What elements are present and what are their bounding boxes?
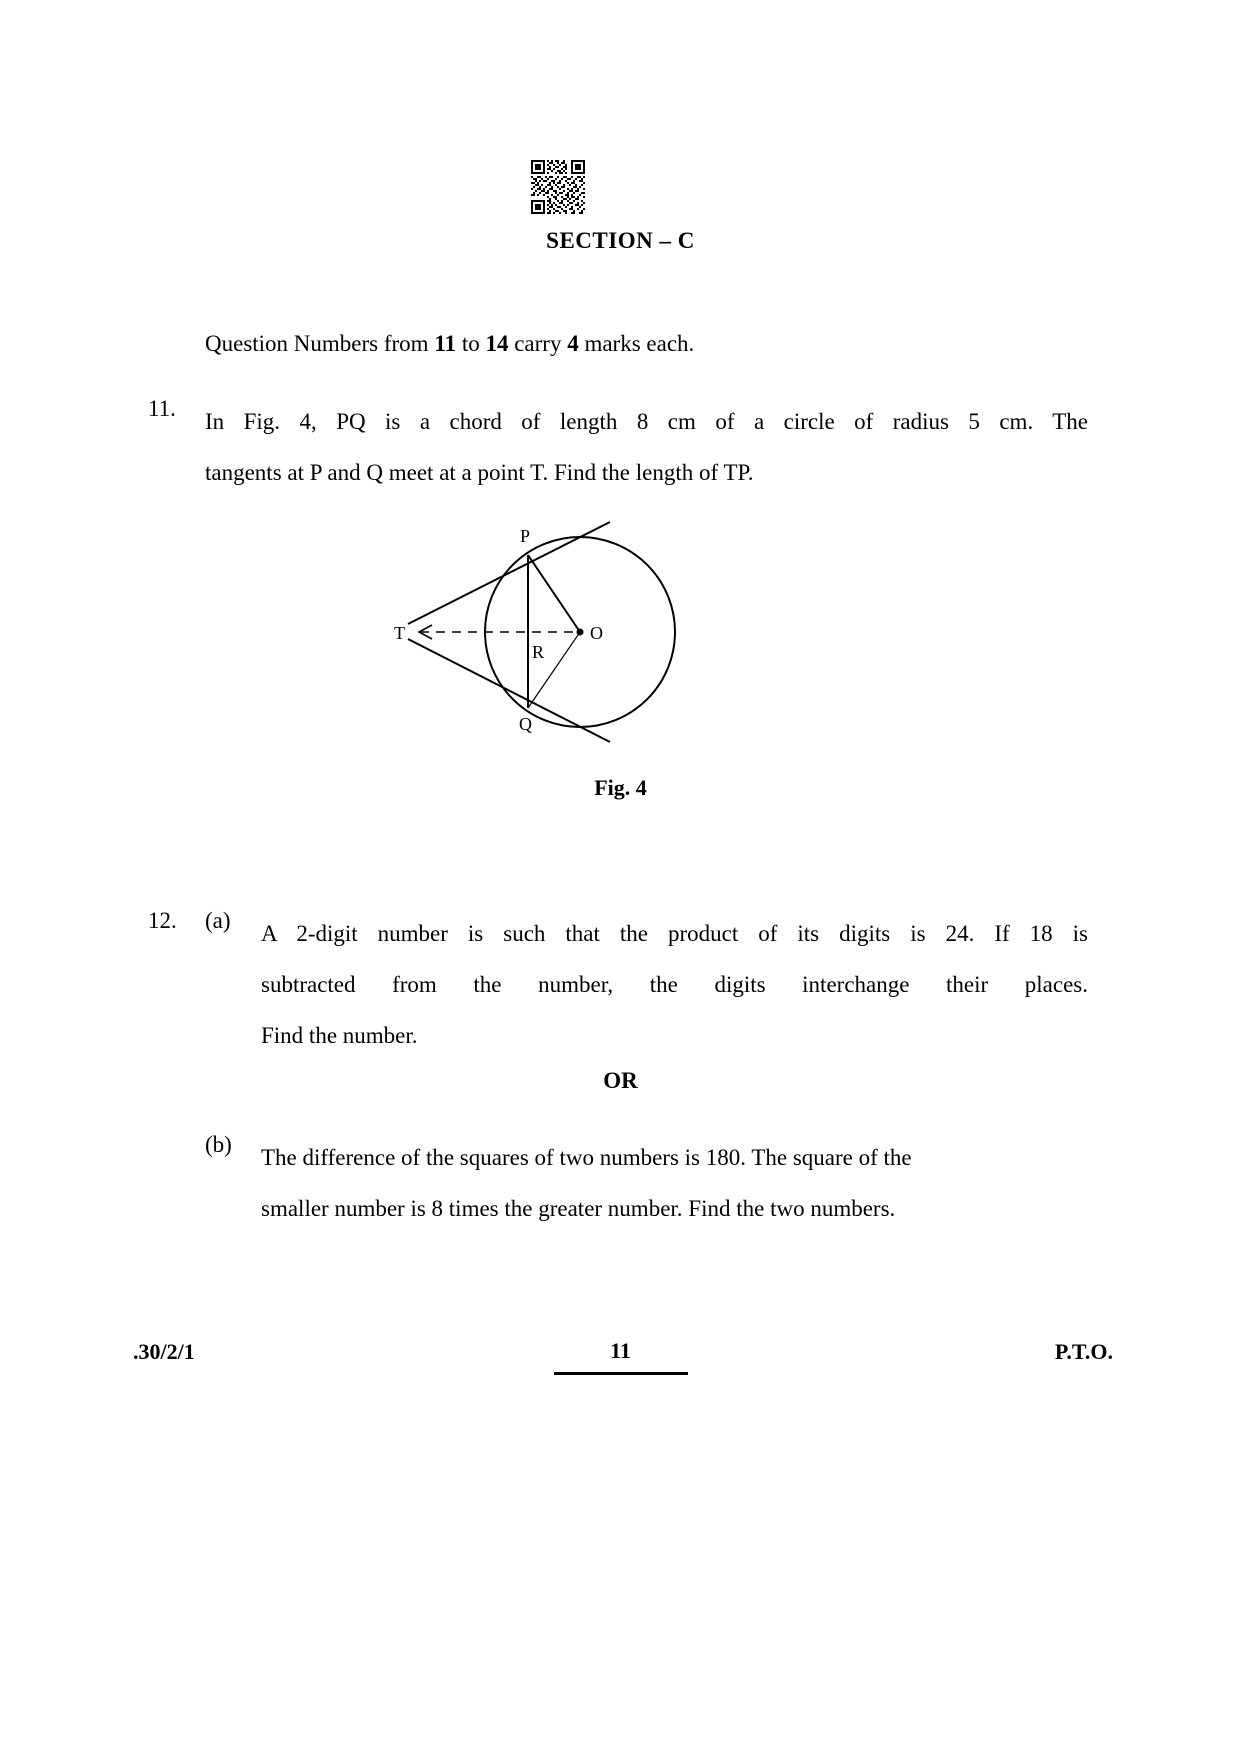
svg-text:O: O [590,623,603,643]
question-11-number: 11. [148,396,176,421]
question-12a-line-3: Find the number. [261,1023,418,1048]
question-12-part-b [148,1132,1088,1234]
figure-4-caption: Fig. 4 [594,775,647,800]
question-12-part-b-text [261,1132,1088,1234]
or-divider-label: OR [603,1068,638,1093]
question-12a-line-1: A 2-digit number is such that the product of its digits is 24. If 18 is [261,921,1088,946]
question-11-line-1: In Fig. 4, PQ is a chord of length 8 cm of a circle of radius 5 cm. The [205,409,1088,434]
question-11 [148,396,1088,498]
footer-paper-code: .30/2/1 [133,1339,195,1364]
question-12-part-a-label: (a) [205,908,231,933]
question-12b-line-1: The difference of the squares of two numbers is 180. The square of the [261,1145,912,1170]
instruction-marks: 4 [567,331,579,356]
svg-text:Q: Q [519,714,532,734]
svg-text:T: T [394,623,405,643]
question-12 [148,908,1088,1061]
footer-rule [554,1372,688,1375]
question-12-part-b-label: (b) [205,1132,232,1157]
instruction-start-number: 11 [434,331,457,356]
footer-page-number: 11 [610,1338,631,1363]
instruction-end-number: 14 [485,331,509,356]
qr-code [531,160,585,214]
instruction-suffix: marks each. [578,331,695,356]
instruction-mid: to [456,331,486,356]
question-12-part-a-text [261,908,1088,1061]
svg-text:R: R [532,642,545,662]
instruction-prefix: Question Numbers from [205,331,435,356]
question-11-text [205,396,1088,498]
instruction-line [205,331,1085,357]
footer-pto: P.T.O. [1054,1339,1113,1364]
question-11-line-2: tangents at P and Q meet at a point T. Find the length of TP. [205,460,754,485]
question-12-number: 12. [148,908,177,933]
section-title: SECTION – C [546,228,695,253]
svg-text:P: P [520,526,531,546]
question-12a-line-2: subtracted from the number, the digits interchange their places. [261,972,1088,997]
instruction-mid2: carry [508,331,568,356]
question-12b-line-2: smaller number is 8 times the greater number. Find the two numbers. [261,1196,896,1221]
figure-4 [380,508,710,758]
